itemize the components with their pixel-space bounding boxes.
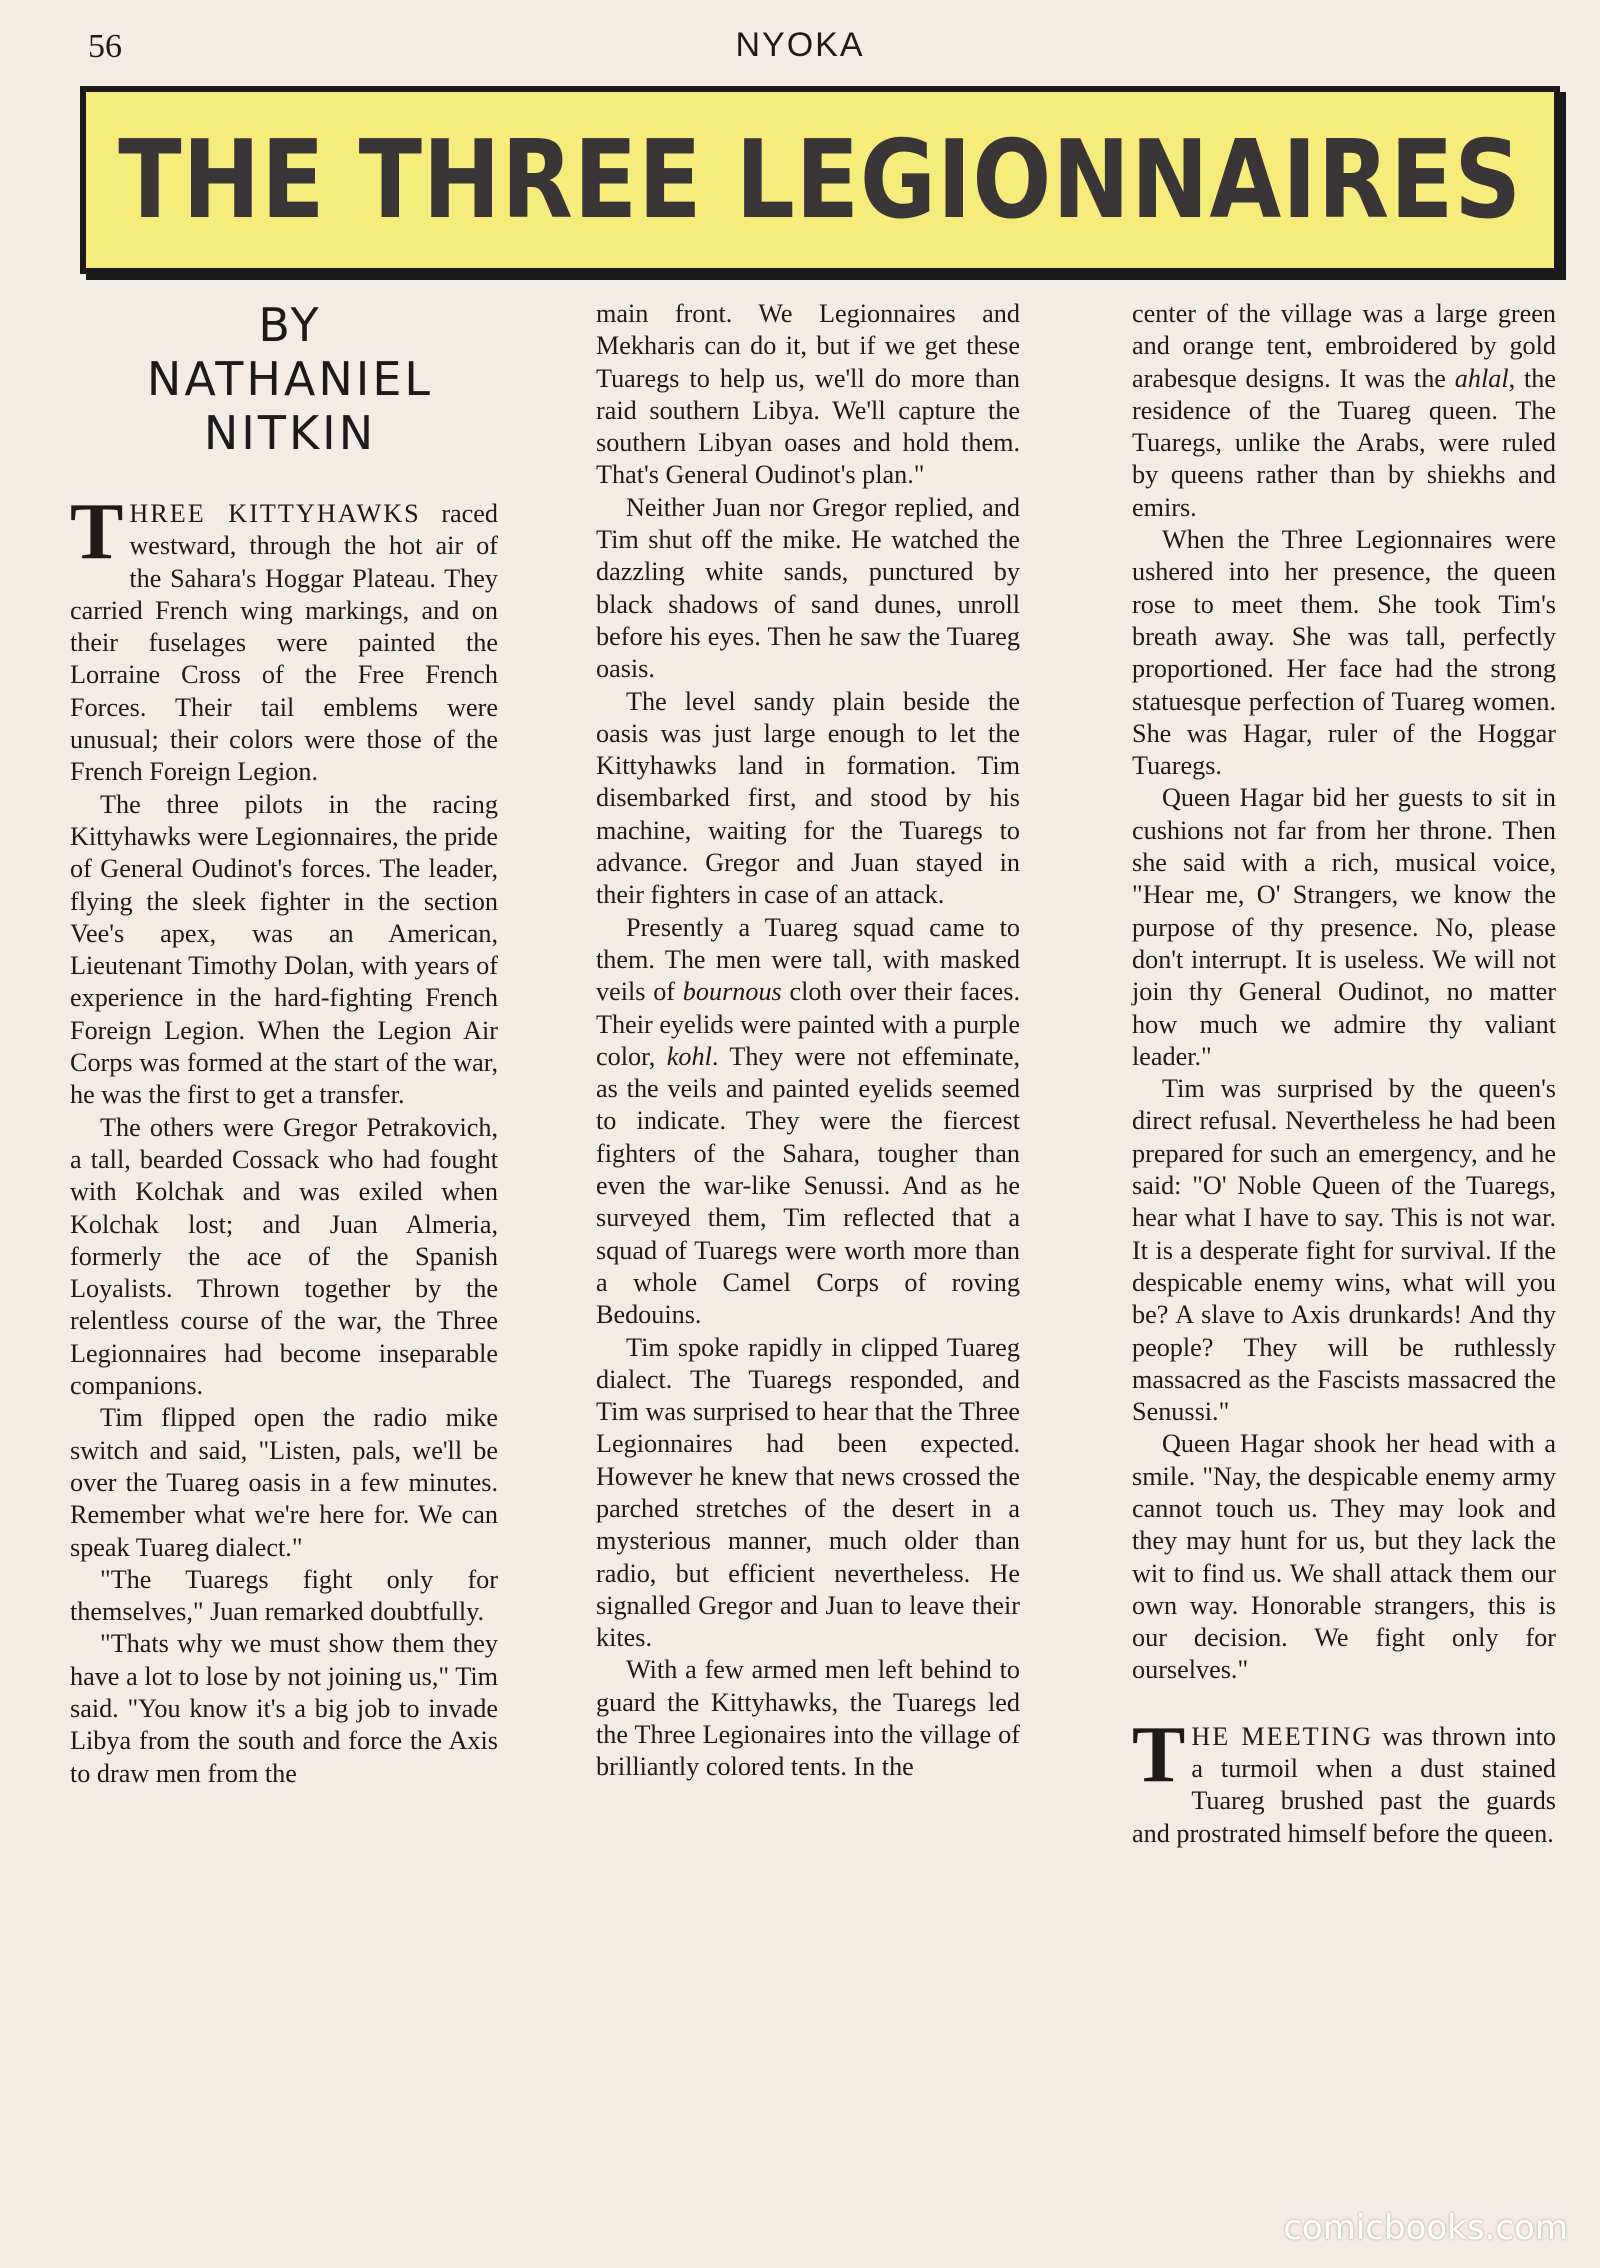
text-column-1 — [70, 488, 498, 1790]
text-run: center of the village was a large green and orange tent, embroidered by gold arabesque designs. It was the — [1132, 299, 1556, 393]
paragraph-text: was thrown into a turmoil when a dust stained Tuareg brushed past the guards and prostrated himself before the queen. — [1132, 1721, 1556, 1848]
paragraph: Tim spoke rapidly in clipped Tuareg dialect. The Tuaregs responded, and Tim was surprised to hear that the Three Legionnaires had been expected. However he knew that news crossed the parched stretches of the desert in a mysterious manner, much older than radio, but efficient nevertheless. He signalled Gregor and Juan to leave their kites. — [596, 1332, 1020, 1653]
text-column-3 — [1132, 298, 1556, 1850]
paragraph — [70, 488, 498, 789]
paragraph — [1132, 298, 1556, 524]
paragraph — [1132, 1710, 1556, 1850]
text-run: cloth over their faces. Their eyelids were painted with a purple color, — [596, 977, 1020, 1071]
paragraph: Tim was surprised by the queen's direct refusal. Nevertheless he had been prepared for such an emergency, and he said: "O' Noble Queen of the Tuaregs, hear what I have to say. This is not war. It is a desperate fight for survival. If the despicable enemy wins, what will you be? A slave to Axis drunkards! And thy people? They will be ruthlessly massacred as the Fascists massacred the Senussi." — [1132, 1074, 1556, 1427]
paragraph: When the Three Legionnaires were ushered into her presence, the queen rose to meet them. She took Tim's breath away. She was tall, perfectly proportioned. Her face had the strong statuesque perfection of Tuareg women. She was Hagar, ruler of the Hoggar Tuaregs. — [1132, 525, 1556, 781]
story-title: THE THREE LEGIONNAIRES — [118, 117, 1522, 243]
paragraph: Queen Hagar shook her head with a smile. "Nay, the despicable enemy army cannot touch us. They may look and they may hunt for us, but they lack the wit to find us. We shall attack them our own way. Honorable strangers, this is our decision. We fight only for ourselves." — [1132, 1429, 1556, 1685]
running-head: NYOKA — [735, 26, 865, 64]
byline-last-name: NITKIN — [203, 406, 377, 460]
text-run: . They were not effeminate, as the veils and painted eyelids seemed to indicate. They were the fiercest fighters of the Sahara, tougher than even the war-like Senussi. And as he surveyed them, Tim reflected that a squad of Tuaregs were worth more than a whole Camel Corps of roving Bedouins. — [596, 1041, 1020, 1330]
paragraph: The level sandy plain beside the oasis was just large enough to let the Kittyhawks land in formation. Tim disembarked first, and stood by his machine, waiting for the Tuaregs to advance. Gregor and Juan stayed in their fighters in case of an attack. — [596, 686, 1020, 910]
byline-first-name: NATHANIEL — [146, 352, 434, 406]
drop-cap: T — [1132, 1710, 1186, 1799]
italic-term: ahlal — [1454, 363, 1509, 393]
italic-term: kohl — [666, 1041, 712, 1071]
paragraph: Queen Hagar bid her guests to sit in cushions not far from her throne. Then she said with a rich, musical voice, "Hear me, O' Strangers, we know the purpose of thy presence. No, please don't interrupt. It is useless. We will not join thy General Oudinot, no matter how much we admire thy valiant leader." — [1132, 783, 1556, 1071]
byline-by: BY — [258, 298, 322, 352]
lead-in: HE MEETING — [1191, 1721, 1374, 1751]
drop-cap: T — [70, 488, 124, 576]
byline — [70, 298, 510, 460]
page-number: 56 — [88, 28, 122, 65]
watermark: comicbooks.com — [1283, 2208, 1568, 2248]
paragraph — [596, 912, 1020, 1332]
italic-term: bournous — [682, 977, 782, 1007]
paragraph: "The Tuaregs fight only for themselves," Juan remarked doubtfully. — [70, 1564, 498, 1627]
paragraph: Neither Juan nor Gregor replied, and Tim shut off the mike. He watched the dazzling white sands, punctured by black shadows of sand dunes, unroll before his eyes. Then he saw the Tuareg oasis. — [596, 492, 1020, 684]
paragraph: main front. We Legionnaires and Mekharis can do it, but if we get these Tuaregs to help us, we'll do more than raid southern Libya. We'll capture the southern Libyan oases and hold them. That's General Oudinot's plan." — [596, 299, 1020, 490]
text-run: , the residence of the Tuareg queen. The Tuaregs, unlike the Arabs, were ruled by queens rather than by shiekhs and emirs. — [1132, 363, 1556, 522]
paragraph: "Thats why we must show them they have a lot to lose by not joining us," Tim said. "You know it's a big job to invade Libya from the south and force the Axis to draw men from the — [70, 1629, 498, 1788]
lead-in: HREE KITTYHAWKS — [129, 499, 421, 528]
paragraph: The three pilots in the racing Kittyhawks were Legionnaires, the pride of General Oudinot's forces. The leader, flying the sleek fighter in the section Vee's apex, was an American, Lieutenant Timothy Dolan, with years of experience in the hard-fighting French Foreign Legion. When the Legion Air Corps was formed at the start of the war, he was the first to get a transfer. — [70, 789, 498, 1110]
title-banner — [80, 86, 1560, 274]
paragraph: With a few armed men left behind to guard the Kittyhawks, the Tuaregs led the Three Legionaires into the village of brilliantly colored tents. In the — [596, 1655, 1020, 1782]
paragraph: Tim flipped open the radio mike switch and said, "Listen, pals, we'll be over the Tuareg oasis in a few minutes. Remember what we're here for. We can speak Tuareg dialect." — [70, 1403, 498, 1562]
paragraph-text: raced westward, through the hot air of the Sahara's Hoggar Plateau. They carried French wing markings, and on their fuselages were painted the Lorraine Cross of the Free French Forces. Their tail emblems were unusual; their colors were those of the French Foreign Legion. — [70, 499, 498, 787]
text-run: Presently a Tuareg squad came to them. The men were tall, with masked veils of — [596, 912, 1020, 1007]
text-column-2 — [596, 298, 1020, 1784]
paragraph: The others were Gregor Petrakovich, a tall, bearded Cossack who had fought with Kolchak and was exiled when Kolchak lost; and Juan Almeria, formerly the ace of the Spanish Loyalists. Thrown together by the relentless course of the war, the Three Legionnaires had become inseparable companions. — [70, 1112, 498, 1401]
